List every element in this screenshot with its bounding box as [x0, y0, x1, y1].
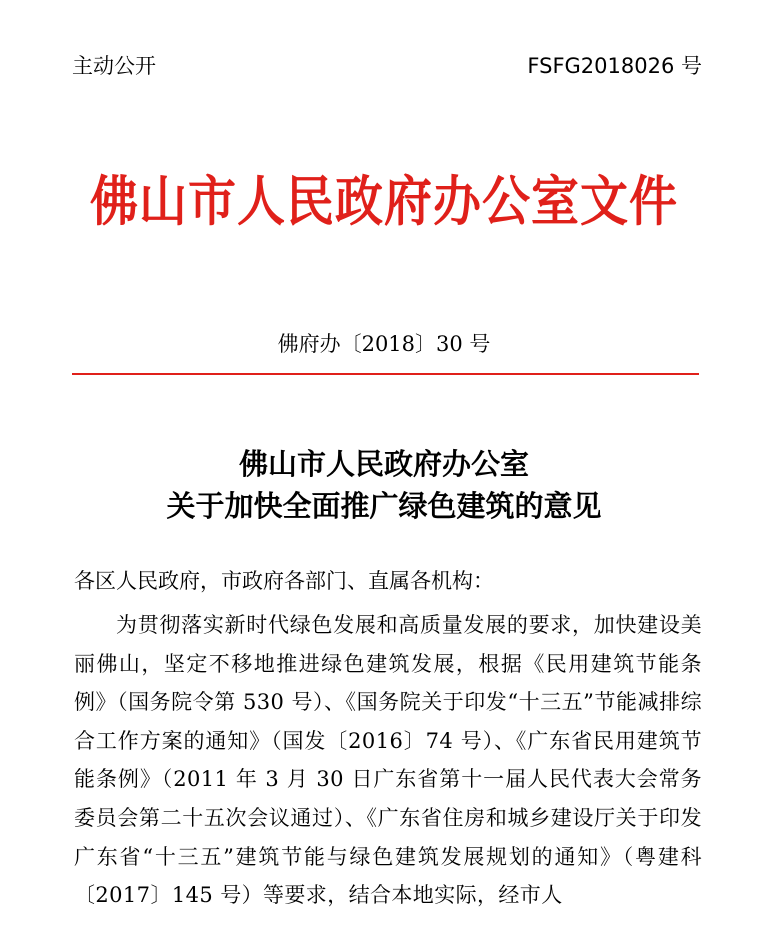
document-title [0, 443, 768, 527]
masthead-title: 佛山市人民政府办公室文件 [89, 170, 678, 234]
document-header [72, 52, 702, 80]
document-number: 佛府办〔2018〕30 号 [277, 332, 491, 356]
file-code: FSFG2018026 号 [527, 54, 702, 78]
red-divider-line [72, 373, 699, 375]
disclosure-label: 主动公开 [72, 54, 156, 78]
salutation: 各区人民政府，市政府各部门、直属各机构： [74, 569, 494, 593]
title-line-1: 佛山市人民政府办公室 [238, 447, 529, 481]
title-line-2: 关于加快全面推广绿色建筑的意见 [166, 489, 602, 523]
body-paragraph: 为贯彻落实新时代绿色发展和高质量发展的要求，加快建设美丽佛山，坚定不移地推进绿色建筑发展，根据《民用建筑节能条例》（国务院令第 530 号）、《国务院关于印发“十三五”节能减排综合工作方案的通知》（国发〔2016〕74 号）、《广东省民用建筑节能条例》（2011 年 3 月 30 日广东省第十一届人民代表大会常务委员会第二十五次会议通过）、《广东省住房和城乡建设厅关于印发广东省“十三五”建筑节能与绿色建筑发展规划的通知》（粤建科〔2017〕145 号）等要求，结合本地实际，经市人 [74, 613, 702, 908]
